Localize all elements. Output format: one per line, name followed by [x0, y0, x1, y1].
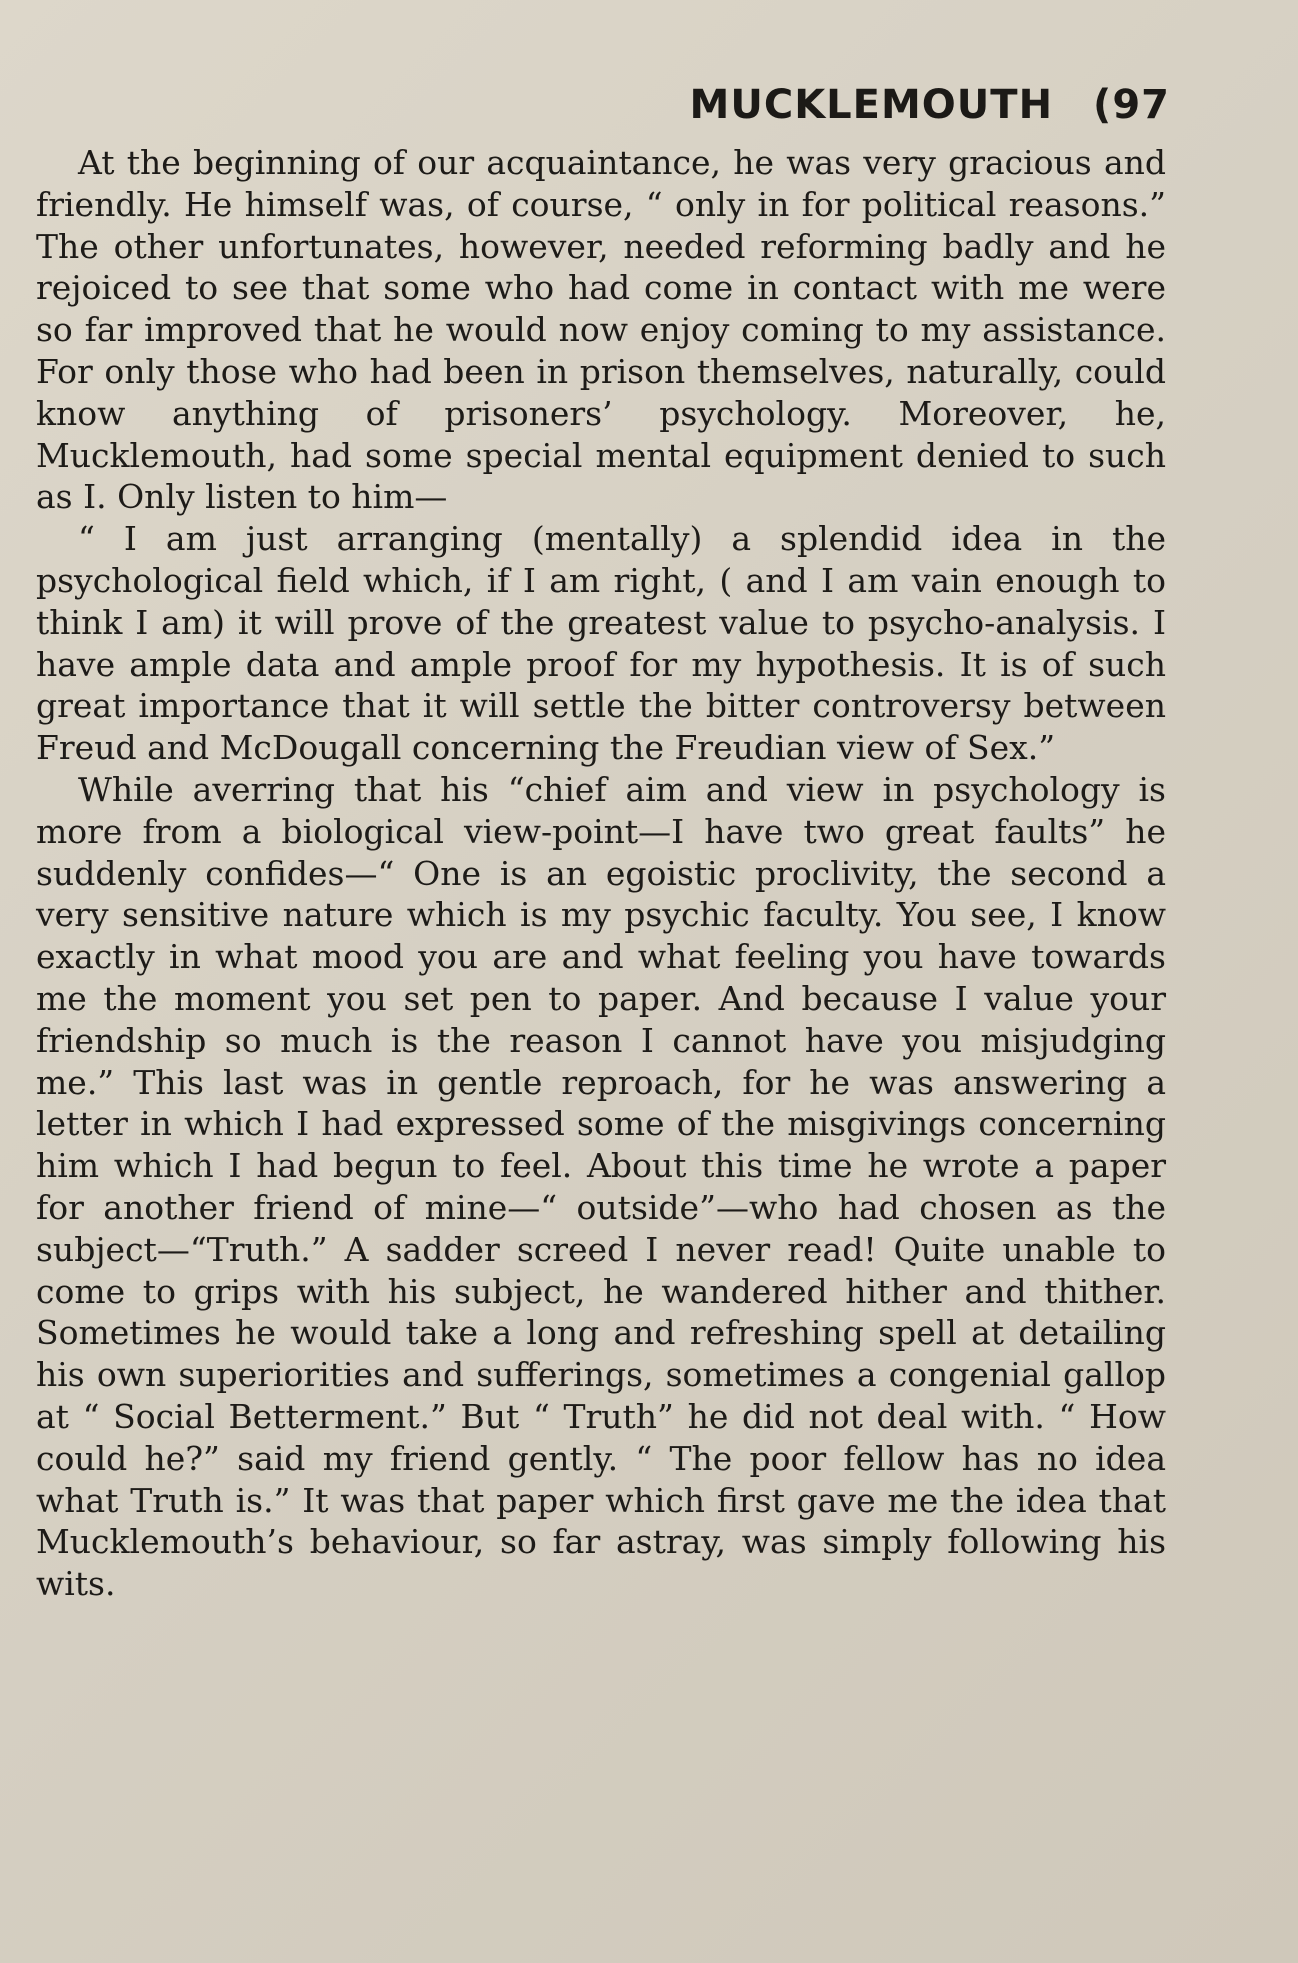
- page-number: (97: [1093, 82, 1170, 128]
- body-text: [36, 142, 1166, 1605]
- paragraph-2: “ I am just arranging (mentally) a splendid idea in the psychological field which, if I am right, ( and I am vain enough to think I am) it will prove of the greatest value to psycho-analysis. I have ample data and ample proof for my hypothesis. It is of such great importance that it will settle the bitter controversy between Freud and McDougall concerning the Freudian view of Sex.”: [36, 519, 1166, 768]
- running-head-title: MUCKLEMOUTH: [689, 82, 1054, 128]
- paragraph-1: At the beginning of our acquaintance, he was very gracious and friendly. He himself was, of course, “ only in for political reasons.” The other unfortunates, however, needed reforming badly and he rejoiced to see that some who had come in contact with me were so far improved that he would now enjoy coming to my assistance. For only those who had been in prison themselves, naturally, could know anything of prisoners’ psychology. Moreover, he, Mucklemouth, had some special mental equipment denied to such as I. Only listen to him—: [36, 143, 1166, 517]
- paragraph-3: While averring that his “chief aim and view in psychology is more from a biological view-point—I have two great faults” he suddenly confides—“ One is an egoistic proclivity, the second a very sensitive nature which is my psychic faculty. You see, I know exactly in what mood you are and what feeling you have towards me the moment you set pen to paper. And because I value your friendship so much is the reason I cannot have you misjudging me.” This last was in gentle reproach, for he was answering a letter in which I had expressed some of the misgivings concerning him which I had begun to feel. About this time he wrote a paper for another friend of mine—“ outside”—who had chosen as the subject—“Truth.” A sadder screed I never read! Quite unable to come to grips with his subject, he wandered hither and thither. Sometimes he would take a long and refreshing spell at detailing his own superiorities and sufferings, sometimes a congenial gallop at “ Social Betterment.” But “ Truth” he did not deal with. “ How could he?” said my friend gently. “ The poor fellow has no idea what Truth is.” It was that paper which first gave me the idea that Mucklemouth’s behaviour, so far astray, was simply following his wits.: [36, 769, 1166, 1604]
- running-head: [690, 82, 1170, 128]
